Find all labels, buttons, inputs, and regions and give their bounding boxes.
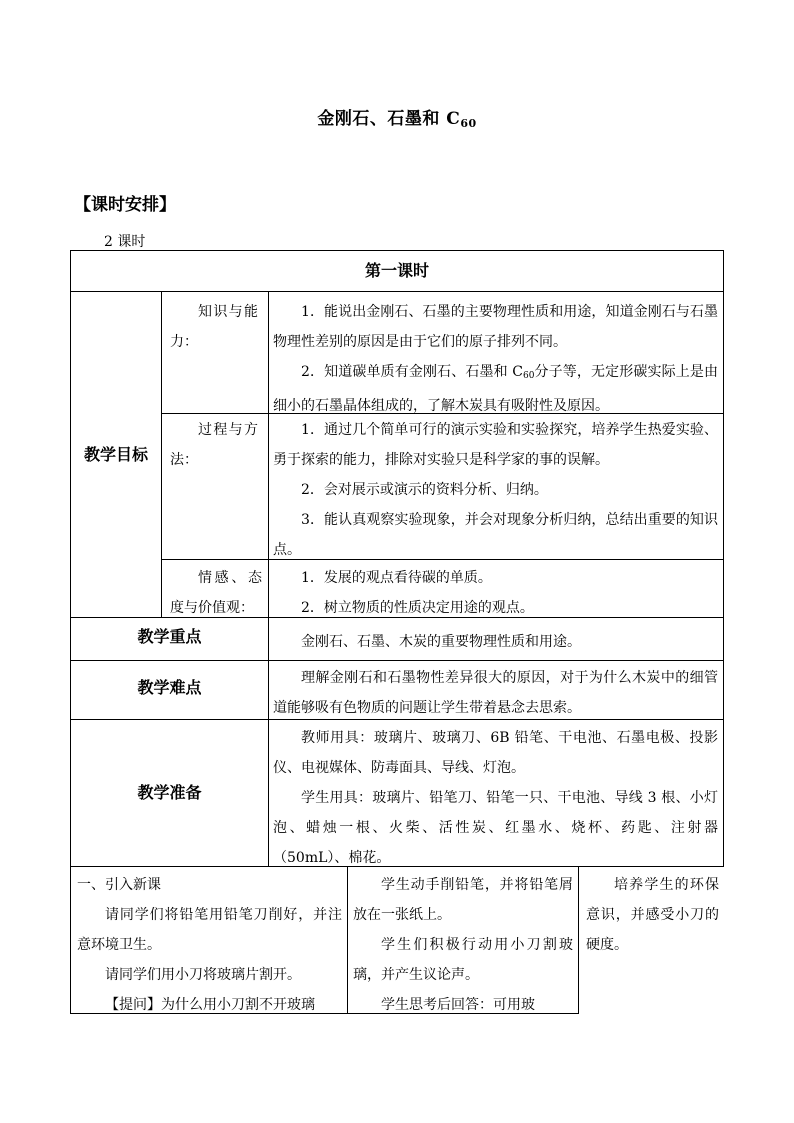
- emotion-item: 1．发展的观点看待碳的单质。: [301, 570, 492, 586]
- activity-line: 请同学们用小刀将玻璃片割开。: [105, 967, 301, 983]
- emotion-item: 2．树立物质的性质决定用途的观点。: [301, 600, 534, 616]
- objectives-label: 教学目标: [83, 445, 148, 464]
- border-line: [70, 291, 724, 292]
- border-line: [347, 866, 348, 1014]
- class-hours: 2 课时: [104, 234, 146, 250]
- knowledge-item: 1．能说出金刚石、石墨的主要物理性质和用途，知道金刚石与石墨物理性差别的原因是由于它们的原子排列不同。: [273, 304, 718, 350]
- knowledge-label: 知识与能力：: [170, 304, 258, 350]
- border-line: [161, 291, 162, 618]
- process-item: 1．通过几个简单可行的演示实验和实验探究，培养学生热爱实验、勇于探索的能力，排除对实验只是科学家的事的误解。: [273, 422, 718, 468]
- activity-line: 学生们积极行动用小刀割玻璃，并产生议论声。: [353, 937, 573, 983]
- border-line: [70, 660, 724, 661]
- border-line: [723, 250, 724, 867]
- activity-heading: 一、引入新课: [77, 877, 161, 893]
- difficulties-label: 教学难点: [137, 678, 202, 697]
- emotion-label: 情感、态度与价值观：: [170, 570, 262, 616]
- difficulties-text: 理解金刚石和石墨物性差异很大的原因，对于为什么木炭中的细管道能够吸有色物质的问题让学生带着悬念去思索。: [273, 670, 718, 716]
- activity-line: 请同学们将铅笔用铅笔刀削好，并注意环境卫生。: [77, 907, 342, 953]
- preparation-label: 教学准备: [137, 783, 202, 802]
- teacher-tools: 教师用具：玻璃片、玻璃刀、6B 铅笔、干电池、石墨电极、投影仪、电视媒体、防毒面具、导线、灯泡。: [273, 730, 718, 776]
- activity-line: 学生思考后回答：可用玻: [381, 997, 535, 1013]
- emotion-items: [273, 563, 718, 623]
- teacher-activity: [77, 870, 342, 1020]
- border-line: [268, 291, 269, 867]
- knowledge-items: [273, 297, 718, 421]
- key-points-label: 教学重点: [137, 627, 202, 646]
- lesson-title: 第一课时: [364, 261, 429, 280]
- process-items: [273, 415, 718, 565]
- knowledge-item: 2．知道碳单质有金刚石、石墨和 $C_{60}$分子等，无定形碳实际上是由细小的石墨晶体组成的，了解木炭具有吸附性及原因。: [273, 364, 718, 414]
- student-activity: [353, 870, 573, 1020]
- section-heading: 【课时安排】: [74, 195, 176, 215]
- activity-line: 【提问】为什么用小刀割不开玻璃: [105, 997, 315, 1013]
- document-title: 金刚石、石墨和 $C_{60}$: [317, 109, 477, 130]
- design-intent: [586, 870, 719, 960]
- preparation-text: [273, 723, 718, 873]
- intent-line: 培养学生的环保意识，并感受小刀的硬度。: [586, 877, 719, 953]
- border-line: [70, 250, 724, 251]
- process-item: 2．会对展示或演示的资料分析、归纳。: [301, 482, 548, 498]
- key-points-text: 金刚石、石墨、木炭的重要物理性质和用途。: [301, 634, 581, 650]
- process-label: 过程与方法：: [170, 422, 258, 468]
- process-item: 3．能认真观察实验现象，并会对现象分析归纳，总结出重要的知识点。: [273, 512, 718, 558]
- activity-line: 学生动手削铅笔，并将铅笔屑放在一张纸上。: [353, 877, 573, 923]
- student-tools: 学生用具：玻璃片、铅笔刀、铅笔一只、干电池、导线 3 根、小灯泡、蜡烛一根、火柴、活性炭、红墨水、烧杯、药匙、注射器（50mL）、棉花。: [273, 790, 718, 866]
- border-line: [578, 866, 579, 1014]
